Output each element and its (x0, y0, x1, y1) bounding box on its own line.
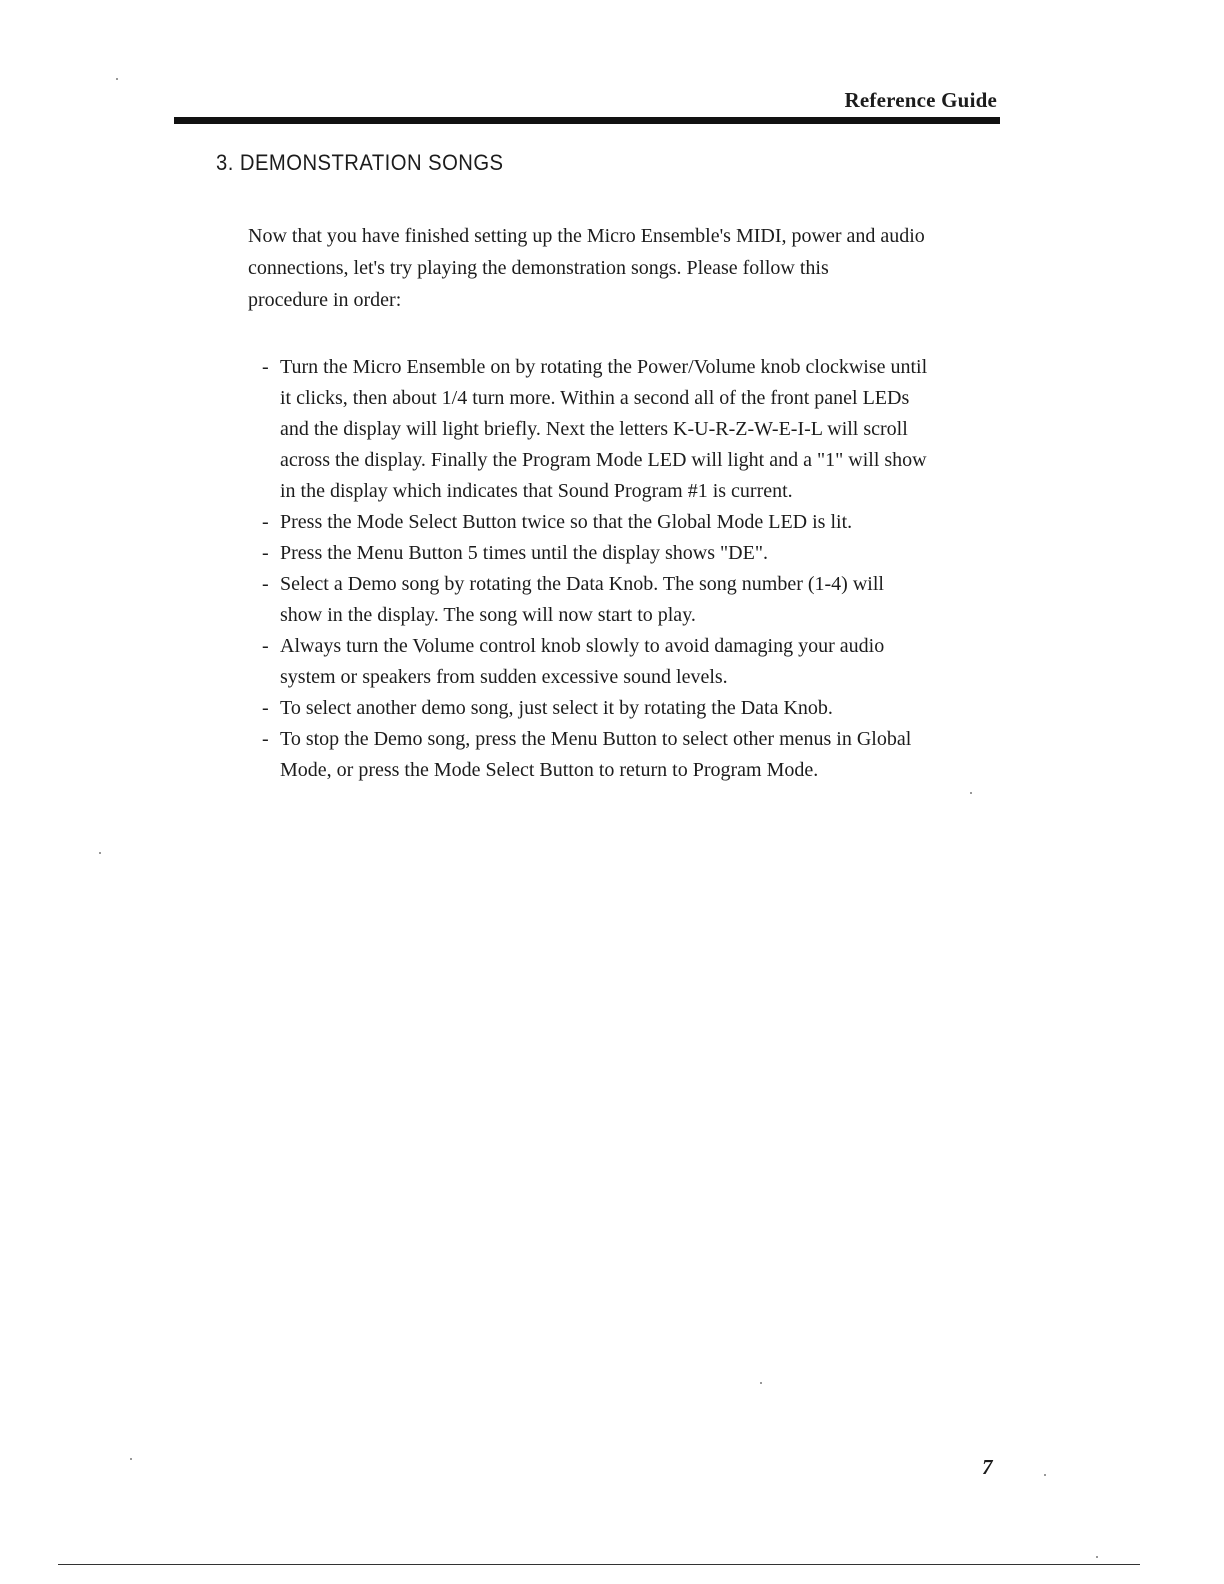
list-item (262, 693, 1002, 724)
scan-speck (1044, 1474, 1046, 1476)
scan-speck (1096, 1556, 1098, 1558)
list-item (262, 631, 1002, 693)
step-dash: - (262, 728, 269, 750)
step-dash: - (262, 573, 269, 595)
list-item (262, 538, 1002, 569)
intro-line: Now that you have finished setting up the Micro Ensemble's MIDI, power and audio (248, 225, 925, 247)
list-item (262, 352, 1002, 507)
step-dash: - (262, 511, 269, 533)
scan-speck (99, 852, 101, 854)
bottom-rule (58, 1564, 1140, 1565)
scan-speck (130, 1458, 132, 1460)
step-line: Always turn the Volume control knob slowly to avoid damaging your audio (280, 635, 885, 657)
intro-line: connections, let's try playing the demonstration songs. Please follow this (248, 257, 829, 279)
page-header-title: Reference Guide (844, 88, 997, 112)
step-line: To select another demo song, just select it by rotating the Data Knob. (280, 697, 833, 719)
step-line: Turn the Micro Ensemble on by rotating the Power/Volume knob clockwise until (280, 356, 928, 378)
step-line: system or speakers from sudden excessive sound levels. (280, 666, 728, 688)
section-heading: 3. DEMONSTRATION SONGS (216, 150, 504, 175)
step-dash: - (262, 697, 269, 719)
scan-speck (116, 78, 118, 80)
step-dash: - (262, 635, 269, 657)
header-rule (174, 117, 1000, 124)
procedure-list (262, 352, 1002, 786)
step-line: it clicks, then about 1/4 turn more. Within a second all of the front panel LEDs (280, 387, 910, 409)
step-line: Select a Demo song by rotating the Data Knob. The song number (1-4) will (280, 573, 884, 595)
step-line: To stop the Demo song, press the Menu Button to select other menus in Global (280, 728, 912, 750)
step-line: and the display will light briefly. Next the letters K-U-R-Z-W-E-I-L will scroll (280, 418, 908, 440)
page-number: 7 (982, 1455, 993, 1479)
step-line: Press the Menu Button 5 times until the display shows "DE". (280, 542, 768, 564)
scan-speck (760, 1382, 762, 1384)
step-dash: - (262, 356, 269, 378)
list-item (262, 724, 1002, 786)
step-line: in the display which indicates that Sound Program #1 is current. (280, 480, 793, 502)
list-item (262, 507, 1002, 538)
intro-paragraph (248, 220, 1008, 316)
list-item (262, 569, 1002, 631)
step-line: Mode, or press the Mode Select Button to return to Program Mode. (280, 759, 819, 781)
scan-speck (970, 792, 972, 794)
step-line: Press the Mode Select Button twice so that the Global Mode LED is lit. (280, 511, 853, 533)
step-line: across the display. Finally the Program Mode LED will light and a "1" will show (280, 449, 927, 471)
step-dash: - (262, 542, 269, 564)
step-line: show in the display. The song will now start to play. (280, 604, 696, 626)
intro-line: procedure in order: (248, 289, 402, 311)
